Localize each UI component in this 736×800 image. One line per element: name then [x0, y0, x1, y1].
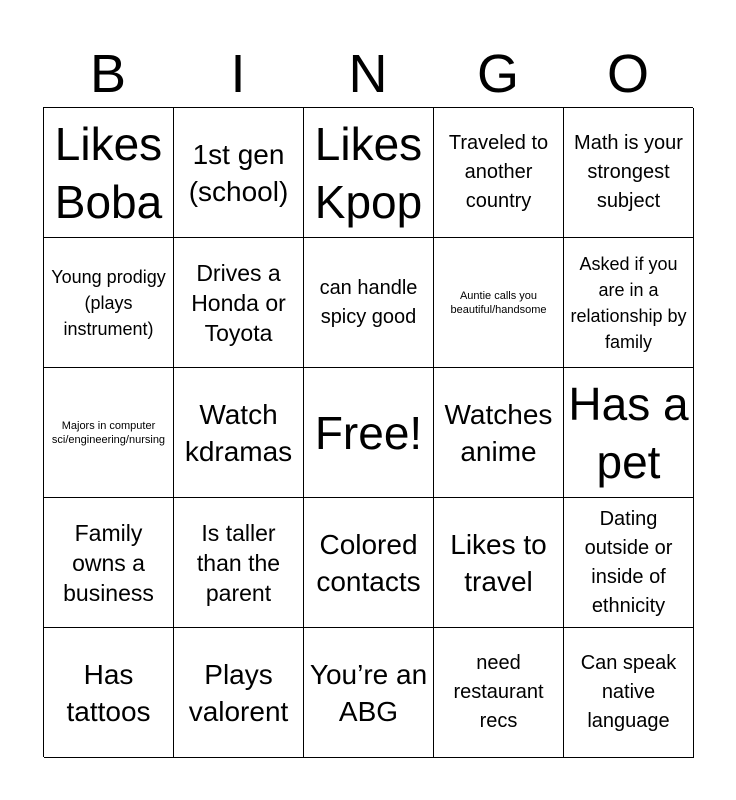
bingo-cell-text: Likes to travel	[450, 528, 547, 597]
bingo-cell[interactable]	[174, 368, 304, 498]
bingo-cell-text: Is taller than the parent	[196, 519, 281, 606]
bingo-cell-text: Likes Boba	[54, 117, 163, 228]
bingo-cell-text: Dating outside or inside of ethnicity	[584, 507, 673, 617]
bingo-cell-text: can handle spicy good	[319, 276, 418, 328]
bingo-cell[interactable]	[44, 628, 174, 758]
bingo-cell-text: Plays valorent	[188, 658, 289, 727]
bingo-cell-text: Has tattoos	[66, 658, 151, 727]
bingo-cell[interactable]	[434, 628, 564, 758]
bingo-grid	[43, 107, 693, 757]
bingo-cell[interactable]	[174, 238, 304, 368]
bingo-cell[interactable]	[174, 498, 304, 628]
bingo-cell-text: Family owns a business	[63, 519, 154, 606]
bingo-cell[interactable]	[564, 108, 694, 238]
bingo-cell[interactable]	[434, 108, 564, 238]
bingo-cell[interactable]	[304, 498, 434, 628]
bingo-cell-text: Math is your strongest subject	[574, 132, 683, 212]
bingo-cell[interactable]	[434, 238, 564, 368]
bingo-cell-text: Asked if you are in a relationship by family	[570, 253, 687, 352]
bingo-cell[interactable]	[174, 108, 304, 238]
bingo-cell-text: Watch kdramas	[184, 398, 293, 467]
bingo-cell[interactable]	[304, 108, 434, 238]
bingo-cell[interactable]	[564, 498, 694, 628]
bingo-cell[interactable]	[304, 238, 434, 368]
bingo-cell-text: 1st gen (school)	[188, 138, 289, 207]
bingo-cell-text: need restaurant recs	[453, 652, 544, 732]
bingo-cell[interactable]	[434, 498, 564, 628]
bingo-cell[interactable]	[304, 628, 434, 758]
bingo-cell-text: Can speak native language	[580, 652, 677, 732]
header-letter-o: O	[606, 44, 649, 104]
bingo-cell-text: Majors in computer sci/engineering/nursing	[51, 419, 166, 446]
bingo-header	[43, 38, 693, 110]
bingo-cell[interactable]	[174, 628, 304, 758]
bingo-cell-text: Young prodigy (plays instrument)	[51, 266, 166, 339]
bingo-cell[interactable]	[564, 238, 694, 368]
bingo-cell-text: Auntie calls you beautiful/handsome	[450, 289, 547, 316]
header-letter-n: N	[348, 44, 388, 104]
header-letter-i: I	[230, 44, 246, 104]
bingo-cell[interactable]	[304, 368, 434, 498]
bingo-cell[interactable]	[44, 498, 174, 628]
bingo-cell[interactable]	[564, 628, 694, 758]
bingo-cell-text: Colored contacts	[316, 528, 421, 597]
header-letter-b: B	[89, 44, 127, 104]
bingo-cell[interactable]	[44, 238, 174, 368]
bingo-cell-text: Watches anime	[444, 398, 553, 467]
bingo-cell-text: Free!	[314, 406, 423, 459]
bingo-cell[interactable]	[564, 368, 694, 498]
bingo-cell-text: Drives a Honda or Toyota	[191, 259, 286, 346]
bingo-cell[interactable]	[44, 108, 174, 238]
bingo-cell[interactable]	[44, 368, 174, 498]
bingo-cell[interactable]	[434, 368, 564, 498]
bingo-cell-text: Traveled to another country	[448, 132, 549, 212]
bingo-cell-text: You’re an ABG	[309, 658, 428, 727]
header-letter-g: G	[476, 44, 519, 104]
bingo-cell-text: Likes Kpop	[314, 117, 423, 228]
bingo-cell-text: Has a pet	[568, 377, 689, 488]
